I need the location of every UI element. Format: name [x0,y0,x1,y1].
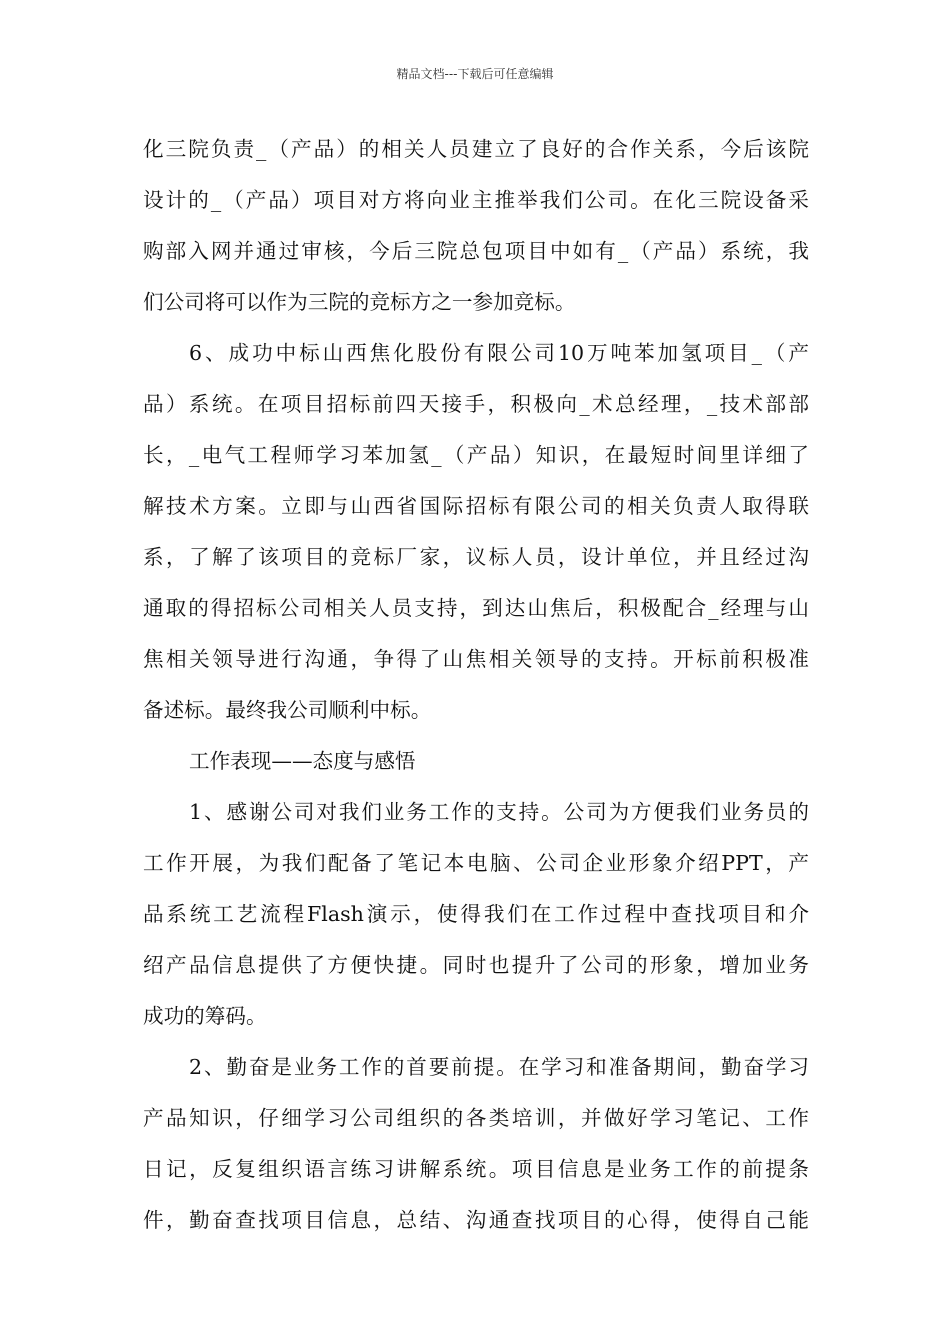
text-line: 1、感谢公司对我们业务工作的支持。公司为方便我们业务员的 [189,800,809,824]
text-line: 设计的_（产品）项目对方将向业主推举我们公司。在化三院设备采 [143,188,809,212]
document-body [143,124,809,1246]
text-line: 解技术方案。立即与山西省国际招标有限公司的相关负责人取得联 [143,494,809,518]
page-header: 精品文档---下载后可任意编辑 [396,67,554,81]
section-heading: 工作表现——态度与感悟 [189,749,416,773]
paragraph [143,124,809,328]
text-line: 件，勤奋查找项目信息，总结、沟通查找项目的心得，使得自己能 [143,1208,809,1232]
text-line: 6、成功中标山西焦化股份有限公司10万吨苯加氢项目_（产 [189,341,809,365]
text-line: 绍产品信息提供了方便快捷。同时也提升了公司的形象，增加业务 [143,953,809,977]
text-line: 2、勤奋是业务工作的首要前提。在学习和准备期间，勤奋学习 [189,1055,809,1079]
text-line: 系，了解了该项目的竞标厂家，议标人员，设计单位，并且经过沟 [143,545,809,569]
text-line: 成功的筹码。 [143,1004,267,1028]
text-line: 日记，反复组织语言练习讲解系统。项目信息是业务工作的前提条 [143,1157,809,1181]
text-line: 工作开展，为我们配备了笔记本电脑、公司企业形象介绍PPT，产 [143,851,809,875]
paragraph [143,328,809,736]
text-line: 购部入网并通过审核，今后三院总包项目中如有_（产品）系统，我 [143,239,809,263]
text-line: 品系统工艺流程Flash演示，使得我们在工作过程中查找项目和介 [143,902,809,926]
text-line: 备述标。最终我公司顺利中标。 [143,698,432,722]
text-line: 长，_电气工程师学习苯加氢_（产品）知识，在最短时间里详细了 [143,443,809,467]
paragraph [143,787,809,1042]
text-line: 品）系统。在项目招标前四天接手，积极向_术总经理，_技术部部 [143,392,809,416]
text-line: 通取的得招标公司相关人员支持，到达山焦后，积极配合_经理与山 [143,596,809,620]
text-line: 化三院负责_（产品）的相关人员建立了良好的合作关系，今后该院 [143,137,809,161]
text-line: 焦相关领导进行沟通，争得了山焦相关领导的支持。开标前积极准 [143,647,809,671]
text-line: 们公司将可以作为三院的竞标方之一参加竞标。 [143,290,576,314]
paragraph [143,1042,809,1246]
text-line: 产品知识，仔细学习公司组织的各类培训，并做好学习笔记、工作 [143,1106,809,1130]
